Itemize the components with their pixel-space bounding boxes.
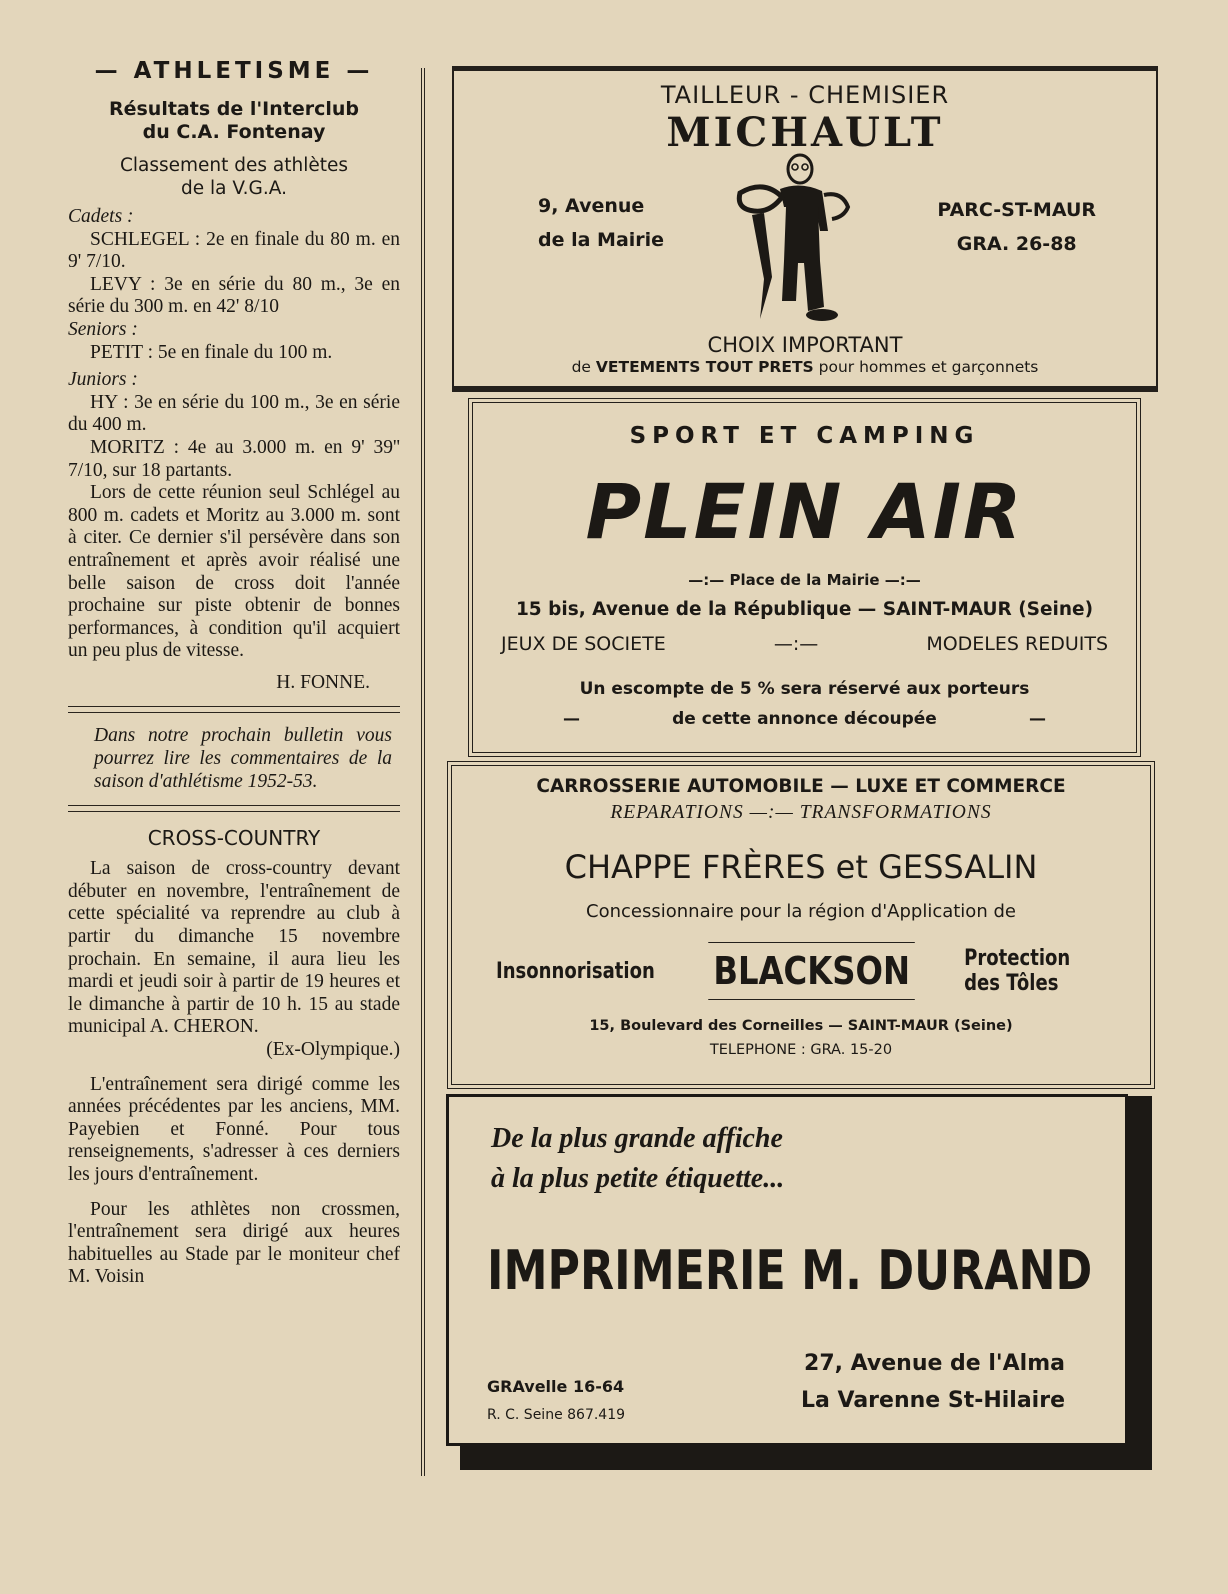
- ad-durand: [446, 1094, 1128, 1446]
- ad-michault-line: de VETEMENTS TOUT PRETS pour hommes et garçonnets: [571, 358, 1039, 376]
- blackson-logo: BLACKSON: [708, 942, 915, 1000]
- ad-durand-slogan2: à la plus petite étiquette...: [491, 1163, 785, 1194]
- ad-plein-air-products: JEUX DE SOCIETE —:— MODELES REDUITS: [501, 633, 1108, 655]
- athletics-column: [68, 58, 400, 1289]
- cross-paragraph: L'entraînement sera dirigé comme les années précédentes par les anciens, MM. Payebien et Fonné. Pour tous renseignements, s'adresser à ces derniers les jours d'entraînement.: [68, 1073, 400, 1185]
- result-line: PETIT : 5e en finale du 100 m.: [90, 341, 333, 363]
- results-list: [68, 206, 400, 694]
- result-line: LEVY : 3e en série du 80 m., 3e en série du 300 m. en 42' 8/10: [68, 273, 400, 318]
- ad-michault-choice: CHOIX IMPORTANT: [707, 333, 903, 357]
- cross-section: [68, 858, 400, 1289]
- signature: H. FONNE.: [276, 671, 370, 693]
- ranking-heading: Classement des athlètes de la V.G.A.: [119, 155, 349, 199]
- ad-chappe-name: CHAPPE FRÈRES et GESSALIN: [564, 848, 1038, 886]
- cross-title: CROSS-COUNTRY: [147, 826, 321, 851]
- ad-chappe-top: CARROSSERIE AUTOMOBILE — LUXE ET COMMERCE: [536, 776, 1066, 797]
- ad-chappe-phone: TELEPHONE : GRA. 15-20: [709, 1042, 893, 1058]
- cross-paragraph-end: (Ex-Olympique.): [266, 1039, 400, 1060]
- ad-plein-air-name: PLEIN AIR: [585, 467, 1024, 556]
- cross-paragraph: La saison de cross-country devant débuter en novembre, l'entraînement de cette spécialité va reprendre au club à partir du dimanche 15 novembre prochain. En semaine, il aura lieu les mardi et jeudi soir à partir de 19 heures et le dimanche à partir de 10 h. 15 au stade municipal A. CHERON.: [68, 858, 400, 1038]
- column-divider: [421, 68, 425, 1476]
- result-line: HY : 3e en série du 100 m., 3e en série du 400 m.: [68, 391, 400, 436]
- ad-plein-air-discount: Un escompte de 5 % sera réservé aux porteurs: [579, 679, 1030, 699]
- ad-durand-slogan1: De la plus grande affiche: [491, 1123, 783, 1154]
- ad-plein-air-address: 15 bis, Avenue de la République — SAINT-MAUR (Seine): [515, 599, 1094, 620]
- ad-michault-top: TAILLEUR - CHEMISIER: [660, 81, 950, 109]
- divider: [68, 706, 400, 713]
- divider: [68, 805, 400, 812]
- ad-chappe-concession: Concessionnaire pour la région d'Application de: [586, 901, 1016, 922]
- ad-chappe-brand-row: Insonnorisation BLACKSON Protection des Tôles: [496, 936, 1106, 1006]
- result-line: MORITZ : 4e au 3.000 m. en 9' 39'' 7/10, sur 18 partants.: [68, 436, 400, 481]
- cadets-label: Cadets :: [68, 206, 134, 227]
- ad-chappe-address: 15, Boulevard des Corneilles — SAINT-MAUR (Seine): [589, 1018, 1013, 1034]
- section-title: — ATHLETISME —: [94, 58, 374, 84]
- juniors-label: Juniors :: [68, 369, 138, 391]
- ad-plein-air: [472, 402, 1137, 753]
- ad-michault-contact: PARC-ST-MAUR GRA. 26-88: [937, 199, 1096, 255]
- ad-plein-air-top: SPORT ET CAMPING: [629, 423, 980, 449]
- ad-michault-address: 9, Avenue de la Mairie: [538, 195, 665, 251]
- ad-plein-air-discount2: — de cette annonce découpée —: [563, 709, 1046, 729]
- result-line: SCHLEGEL : 2e en finale du 80 m. en 9' 7/10.: [68, 228, 400, 273]
- ad-michault: [452, 66, 1158, 392]
- ad-durand-phone: GRAvelle 16-64: [487, 1377, 625, 1396]
- ad-durand-name: IMPRIMERIE M. DURAND: [487, 1239, 1093, 1302]
- ad-michault-name: MICHAULT: [666, 109, 944, 156]
- ad-durand-rc: R. C. Seine 867.419: [487, 1407, 626, 1423]
- ad-chappe-sub: REPARATIONS —:— TRANSFORMATIONS: [610, 802, 992, 823]
- tailor-figure-icon: [724, 151, 864, 331]
- comment-paragraph: Lors de cette réunion seul Schlégel au 800 m. cadets et Moritz au 3.000 m. sont à citer. Ce dernier s'il persévère dans son entraînement et après avoir réalisé une belle saison de cross doit l'année prochaine sur piste obtenir de bonnes performances, à condition qu'il acquiert un peu plus de vitesse.: [68, 482, 400, 662]
- ad-plein-air-place: —:— Place de la Mairie —:—: [688, 571, 921, 589]
- seniors-label: Seniors :: [68, 318, 138, 340]
- cross-paragraph: Pour les athlètes non crossmen, l'entraînement sera dirigé aux heures habituelles au Stade par le moniteur chef M. Voisin: [68, 1198, 400, 1288]
- ad-durand-address: 27, Avenue de l'Alma La Varenne St-Hilaire: [800, 1351, 1065, 1413]
- results-heading: Résultats de l'Interclub du C.A. Fontenay: [108, 98, 360, 143]
- notice: Dans notre prochain bulletin vous pourrez lire les commentaires de la saison d'athlétisme 1952-53.: [94, 725, 392, 792]
- ad-chappe: [451, 765, 1151, 1085]
